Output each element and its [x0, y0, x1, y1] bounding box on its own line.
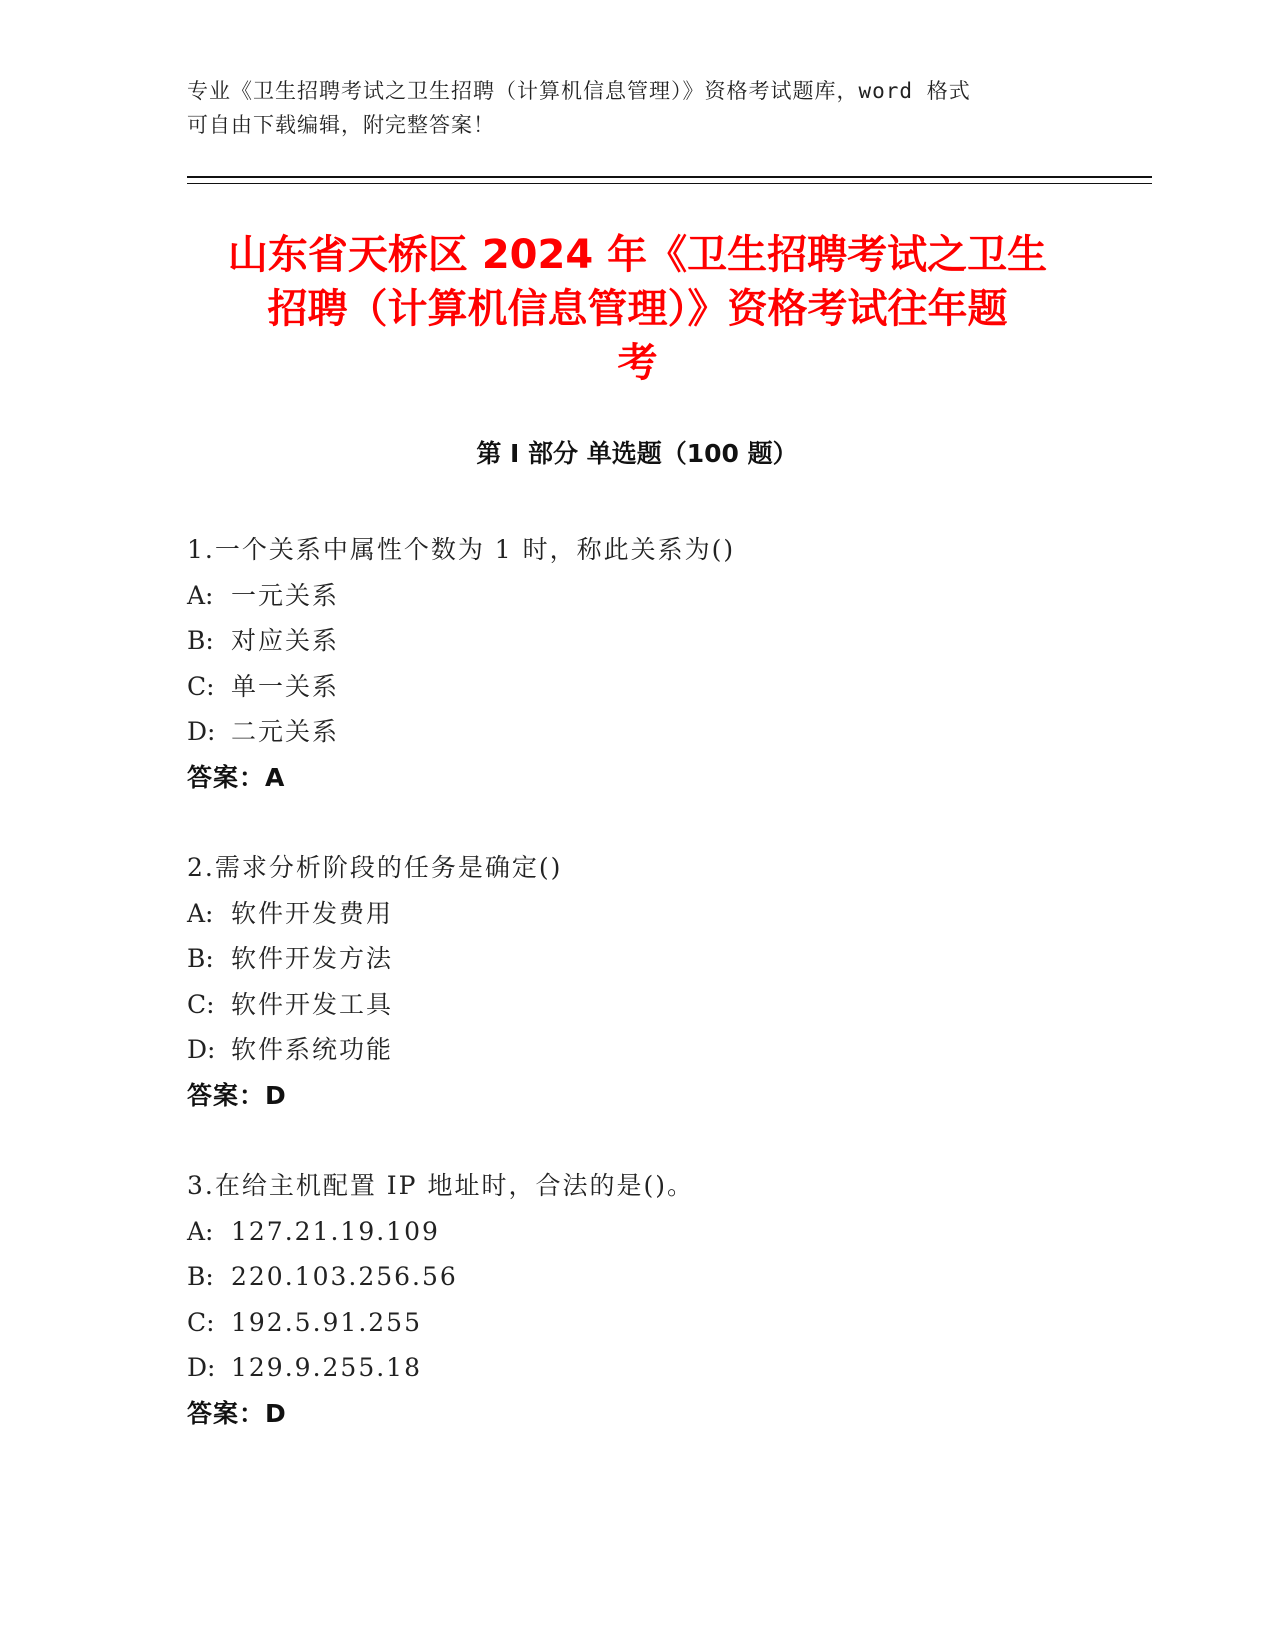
question-2 [187, 845, 1147, 1118]
option-label: A: [187, 898, 214, 928]
option-a [187, 1209, 1147, 1255]
answer-line: 答案：D [187, 1398, 287, 1428]
option-label: D: [187, 1353, 216, 1382]
option-c [187, 664, 1147, 710]
question-1 [187, 527, 1147, 800]
question-stem: 1.一个关系中属性个数为 1 时，称此关系为() [187, 535, 736, 564]
answer-line: 答案：D [187, 1080, 287, 1110]
option-text: 192.5.91.255 [231, 1307, 422, 1337]
header-divider-thick [187, 176, 1152, 178]
option-label: B: [187, 944, 214, 973]
option-a [187, 573, 1147, 619]
header-note-line-1: 专业《卫生招聘考试之卫生招聘（计算机信息管理）》资格考试题库，word 格式 [187, 79, 971, 103]
option-text: 对应关系 [231, 626, 340, 655]
option-label: A: [187, 580, 214, 610]
option-c [187, 1300, 1147, 1346]
option-label: C: [187, 1307, 215, 1337]
option-text: 127.21.19.109 [231, 1216, 440, 1246]
option-text: 软件开发方法 [231, 944, 394, 973]
option-text: 129.9.255.18 [231, 1353, 422, 1382]
option-label: B: [187, 1262, 214, 1291]
header-note-line-2: 可自由下载编辑，附完整答案！ [187, 113, 495, 137]
option-text: 软件开发工具 [231, 989, 394, 1019]
option-text: 软件开发费用 [231, 898, 394, 928]
question-stem: 3.在给主机配置 IP 地址时，合法的是()。 [187, 1171, 694, 1200]
option-text: 单一关系 [231, 671, 340, 701]
title-line-3: 考 [617, 340, 658, 386]
header-note [187, 74, 1087, 142]
option-b [187, 1254, 1147, 1300]
option-a [187, 891, 1147, 937]
option-label: A: [187, 1216, 214, 1246]
option-c [187, 982, 1147, 1028]
option-label: D: [187, 1035, 216, 1064]
answer-line: 答案：A [187, 762, 286, 792]
title-line-2: 招聘（计算机信息管理）》资格考试往年题 [267, 286, 1008, 332]
title-line-1: 山东省天桥区 2024 年《卫生招聘考试之卫生 [227, 232, 1048, 278]
option-label: C: [187, 671, 215, 701]
option-label: B: [187, 626, 214, 655]
option-text: 软件系统功能 [231, 1035, 394, 1064]
option-label: C: [187, 989, 215, 1019]
option-d [187, 1345, 1147, 1391]
header-divider-thin [187, 183, 1152, 184]
section-heading: 第 I 部分 单选题（100 题） [476, 439, 798, 468]
option-text: 二元关系 [231, 717, 340, 746]
option-d [187, 709, 1147, 755]
document-title [140, 228, 1135, 390]
option-b [187, 936, 1147, 982]
option-d [187, 1027, 1147, 1073]
question-3 [187, 1163, 1147, 1436]
option-label: D: [187, 717, 216, 746]
option-text: 220.103.256.56 [231, 1262, 458, 1291]
question-stem: 2.需求分析阶段的任务是确定() [187, 853, 563, 882]
option-text: 一元关系 [231, 580, 340, 610]
option-b [187, 618, 1147, 664]
